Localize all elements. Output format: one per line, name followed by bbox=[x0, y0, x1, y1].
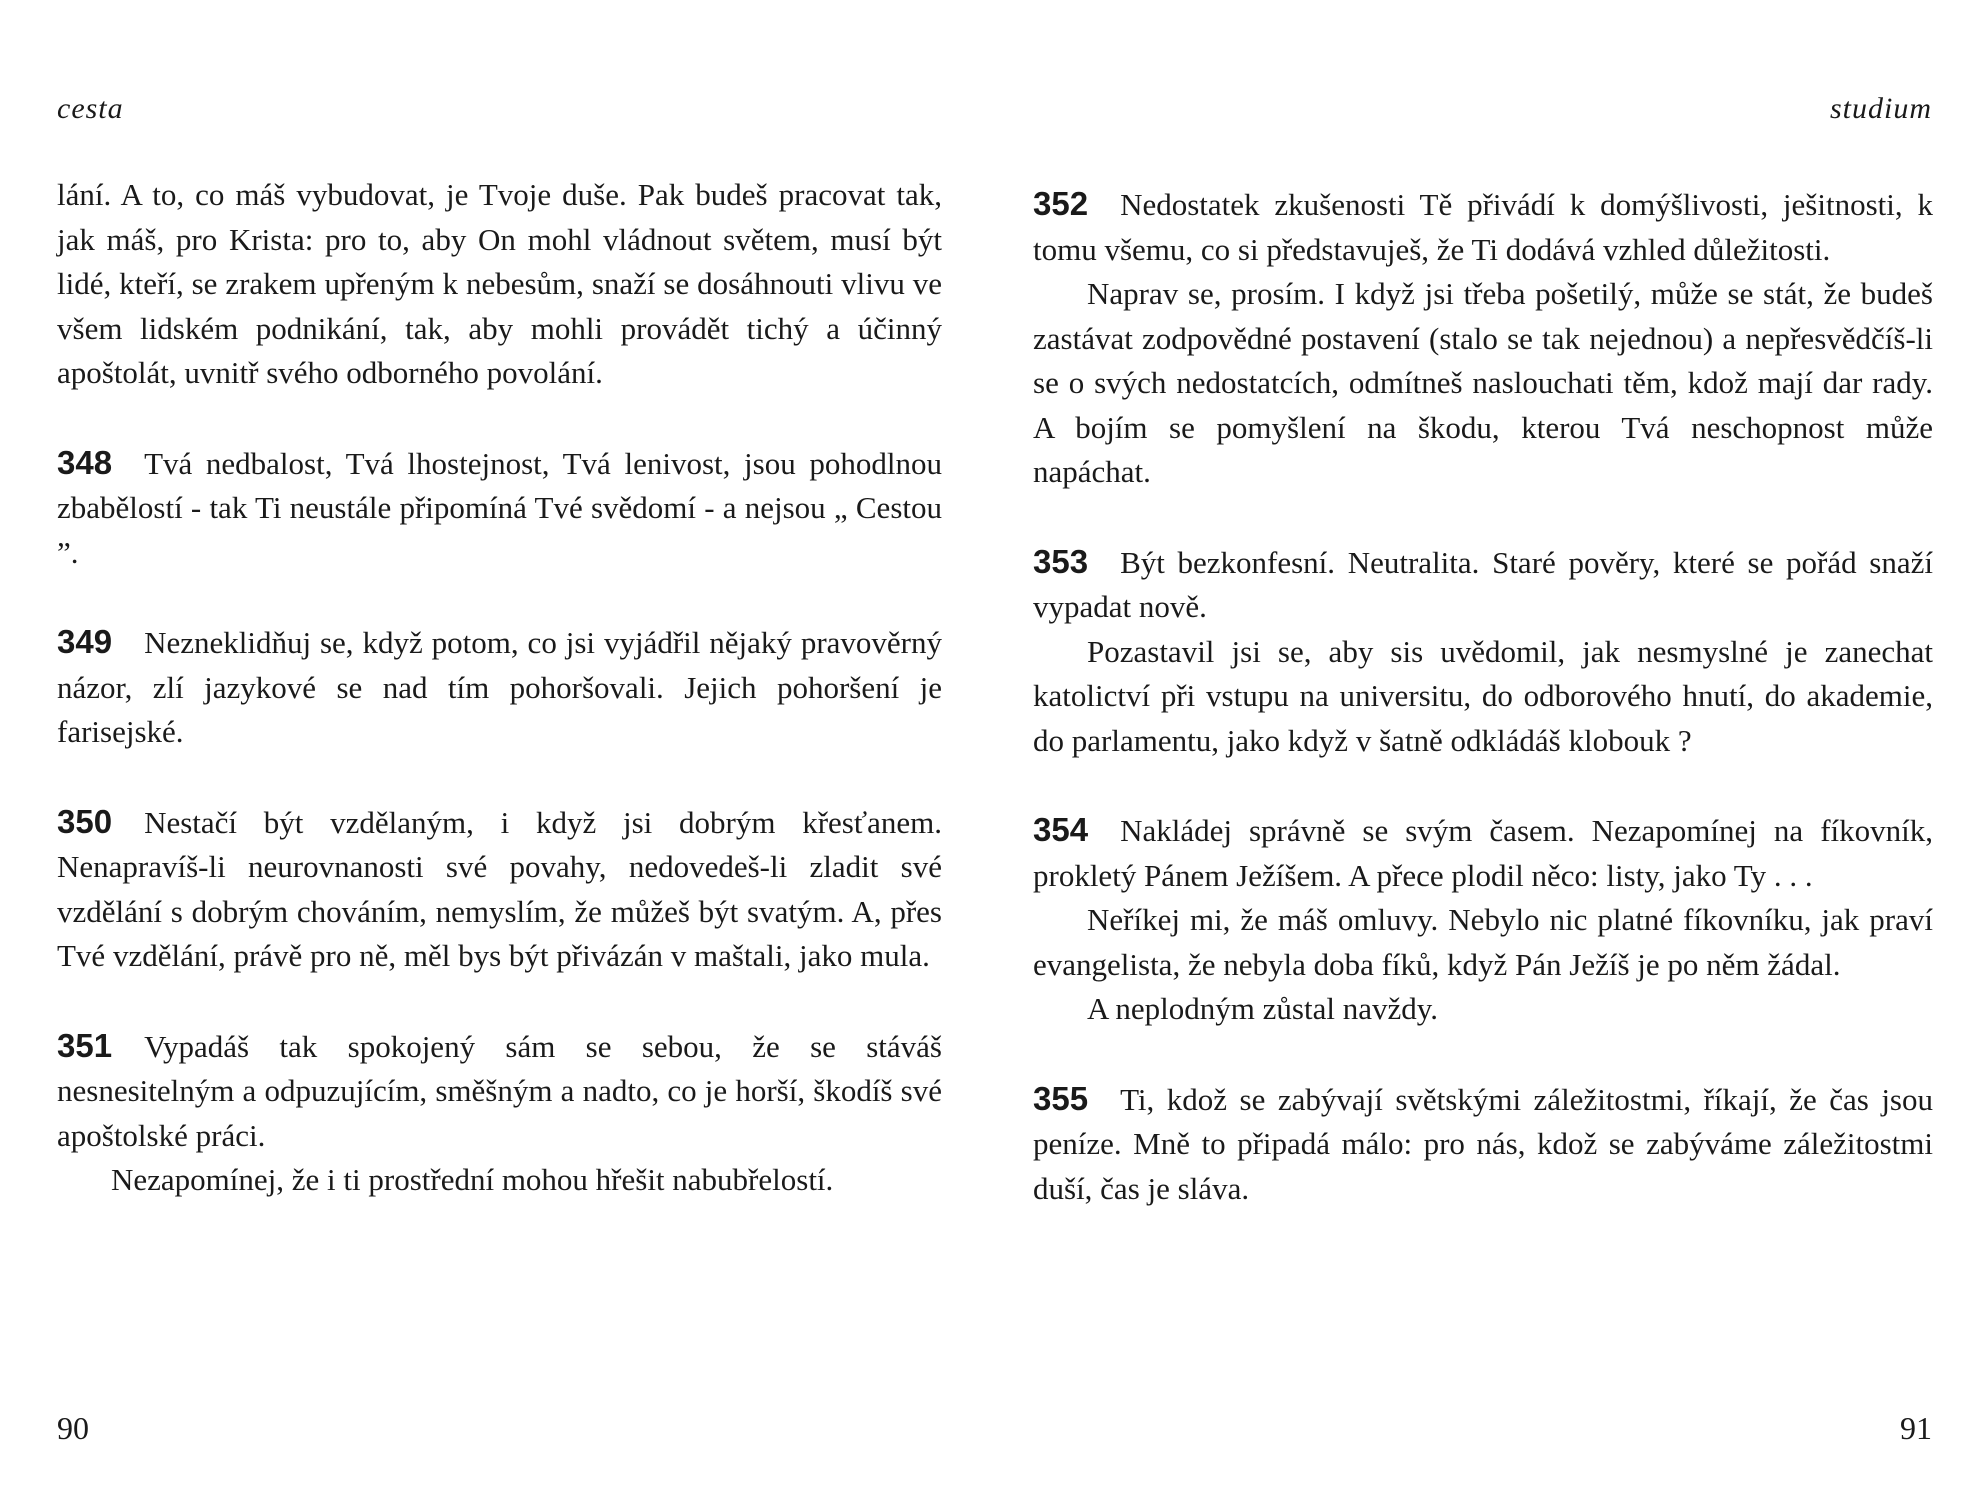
entry-text: Nakládej správně se svým časem. Nezapomínej na fíkovník, prokletý Pánem Ježíšem. A přece plodil něco: listy, jako Ty . . . bbox=[1033, 813, 1933, 893]
entry-number: 354 bbox=[1033, 811, 1089, 848]
entry-353 bbox=[1033, 540, 1933, 764]
entry-351 bbox=[57, 1024, 942, 1203]
right-page bbox=[1000, 0, 1978, 1500]
text-column bbox=[1033, 182, 1933, 1211]
entry-350 bbox=[57, 800, 942, 979]
entry-text: Neříkej mi, že máš omluvy. Nebylo nic platné fíkovníku, jak praví evangelista, že nebyla doba fíků, když Pán Ježíš je po něm žádal. bbox=[1033, 902, 1933, 982]
entry-text: Být bezkonfesní. Neutralita. Staré pověry, které se pořád snaží vypadat nově. bbox=[1033, 544, 1933, 624]
entry-text: Nedostatek zkušenosti Tě přivádí k domýšlivosti, ješitnosti, k tomu všemu, co si představuješ, že Ti dodává vzhled důležitosti. bbox=[1033, 187, 1933, 267]
entry-text: Naprav se, prosím. I když jsi třeba pošetilý, může se stát, že budeš zastávat zodpovědné postavení (stalo se tak nejednou) a nepřesvědčíš-li se o svých nedostatcích, odmítneš naslouchati těm, kdož mají dar rady. A bojím se pomyšlení na škodu, kterou Tvá neschopnost může napáchat. bbox=[1033, 276, 1933, 489]
entry-number: 351 bbox=[57, 1026, 113, 1064]
entry-text: Nezneklidňuj se, když potom, co jsi vyjádřil nějaký pravověrný názor, zlí jazykové se nad tím pohoršovali. Jejich pohoršení je farisejské. bbox=[57, 625, 942, 749]
text-column bbox=[57, 173, 942, 1203]
continuation-paragraph: lání. A to, co máš vybudovat, je Tvoje duše. Pak budeš pracovat tak, jak máš, pro Krista: pro to, aby On mohl vládnout světem, musí být lidé, kteří, se zrakem upřeným k nebesům, snaží se dosáhnouti vlivu ve všem lidském podnikání, tak, aby mohli provádět tichý a účinný apoštolát, uvnitř svého odborného povolání. bbox=[57, 177, 942, 390]
entry-text: Pozastavil jsi se, aby sis uvědomil, jak nesmyslné je zanechat katolictví při vstupu na universitu, do odborového hnutí, do akademie, do parlamentu, jako když v šatně odkládáš klobouk ? bbox=[1033, 633, 1933, 758]
entry-text: Ti, kdož se zabývají světskými záležitostmi, říkají, že čas jsou peníze. Mně to připadá málo: pro nás, kdož se zabýváme záležitostmi duší, čas je sláva. bbox=[1033, 1081, 1933, 1206]
entry-354 bbox=[1033, 808, 1933, 1032]
running-head: studium bbox=[1829, 92, 1932, 125]
entry-number: 355 bbox=[1033, 1079, 1089, 1117]
entry-352 bbox=[1033, 182, 1933, 495]
entry-text: Nezapomínej, že i ti prostřední mohou hřešit nabubřelostí. bbox=[111, 1162, 834, 1197]
entry-number: 353 bbox=[1033, 542, 1089, 580]
entry-348 bbox=[57, 441, 942, 576]
entry-text: A neplodným zůstal navždy. bbox=[1087, 991, 1438, 1026]
entry-text: Nestačí být vzdělaným, i když jsi dobrým křesťanem. Nenapravíš-li neurovnanosti své povahy, nedovedeš-li zladit své vzdělání s dobrým chováním, nemyslím, že můžeš být svatým. A, přes Tvé vzdělání, právě pro ně, měl bys být přivázán v maštali, jako mula. bbox=[57, 804, 942, 973]
entry-text: Tvá nedbalost, Tvá lhostejnost, Tvá lenivost, jsou pohodlnou zbabělostí - tak Ti neustále připomíná Tvé svědomí - a nejsou „ Cestou ”. bbox=[57, 445, 942, 570]
page-number: 90 bbox=[57, 1410, 89, 1446]
entry-number: 348 bbox=[57, 443, 113, 481]
entry-number: 350 bbox=[57, 802, 113, 840]
entry-number: 352 bbox=[1033, 185, 1089, 222]
entry-355 bbox=[1033, 1077, 1933, 1212]
running-head: cesta bbox=[57, 92, 124, 125]
entry-349 bbox=[57, 620, 942, 755]
entry-number: 349 bbox=[57, 623, 113, 660]
entry-text: Vypadáš tak spokojený sám se sebou, že se stáváš nesnesitelným a odpuzujícím, směšným a nadto, co je horší, škodíš své apoštolské práci. bbox=[57, 1028, 942, 1153]
page-number: 91 bbox=[1900, 1410, 1932, 1446]
